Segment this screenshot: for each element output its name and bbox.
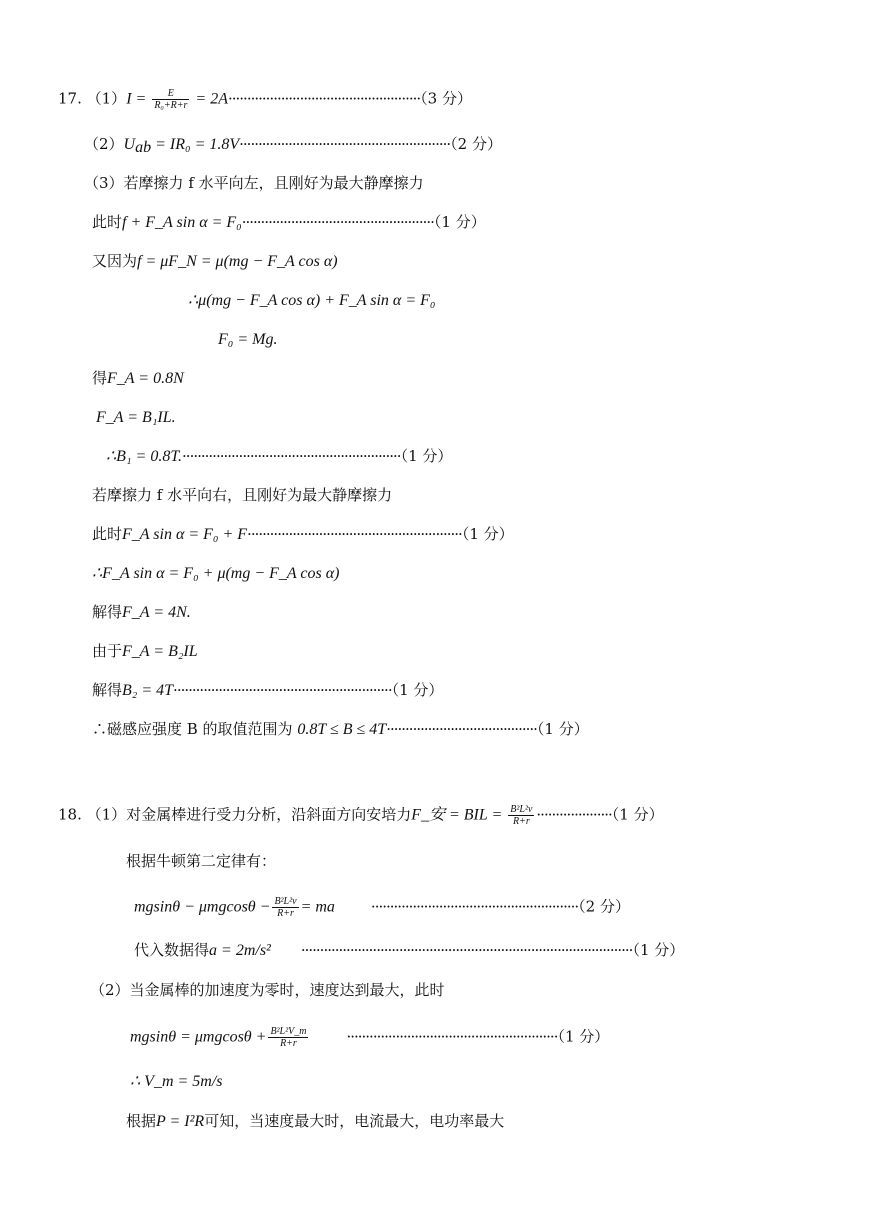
score: （1 分）: [632, 941, 685, 959]
equation: B₂ = 4T: [122, 682, 174, 699]
q17-part3-label: （3）: [84, 174, 124, 192]
equation: ∴μ(mg − F_A cos α) + F_A sin α = F₀: [188, 292, 436, 309]
q18-part1-fraction: $\frac{\text{B²L²v}}{R+r}$: [510, 804, 533, 827]
equation: a = 2m/s²: [209, 942, 271, 959]
equation: ∴B₁ = 0.8T.: [106, 448, 183, 465]
q17-part2-line: $(2)U_{ab} = IR_0 = 1.8V\cdot\cdot\cdot\cdot\cdot\cdot\cdot\cdot\cdot\cdot\cdot\cdot\cdot\cdot\cdot\cdot\cdot\cdot\cdot\cdot\cdot\cdot\cdot\cdot\cdot\cdot\cdot\cdot\cdot\cdot\cdot\cdot\cdot\cdot\cdot\cdot\cdot\cdot\cdot\cdot\cdot\cdot\cdot\cdot\cdot\cdot\cdot\cdot\cdot\cdot\cdot\cdot\cdot\cdot\cdot\cdot(2$ 分）: [84, 135, 502, 156]
leader-dots: ····················: [536, 805, 612, 824]
score: （1 分）: [400, 447, 453, 465]
q18-line7: [130, 1071, 223, 1092]
q17-line15: 由于F_A = B₂IL: [92, 642, 198, 660]
q18-line6: [130, 1026, 609, 1049]
q18-line8: 根据P = I²R可知，当速度最大时，电流最大，电功率最大: [126, 1112, 505, 1130]
score: （1 分）: [611, 805, 664, 824]
q17-line7: [218, 329, 277, 350]
equation: F_A = B₂IL: [122, 643, 198, 660]
q17-line13: [92, 563, 339, 584]
q17-part2-label: （2）: [84, 135, 124, 153]
q18-part1-label: （1）: [86, 805, 127, 824]
score: （1 分）: [461, 525, 514, 543]
equation: ∴F_A sin α = F₀ + μ(mg − F_A cos α): [92, 565, 340, 582]
q17-line4: 此时f + F_A sin α = F₀···················································（1 分）: [92, 213, 486, 231]
q17-line11: 若摩擦力 f 水平向右，且刚好为最大静摩擦力: [92, 486, 393, 504]
equation: mgsinθ = μmgcosθ +: [130, 1028, 267, 1046]
q17-line10: [106, 446, 452, 467]
q18-line2: 根据牛顿第二定律有：: [126, 852, 277, 870]
score: （1 分）: [536, 720, 589, 738]
leader-dots: ························································································: [300, 941, 633, 959]
score: （2 分）: [578, 897, 630, 916]
leader-dots: ···················································: [227, 89, 421, 108]
q18-part1-line: 18. （1）对金属棒进行受力分析，沿斜面方向安培力F_安 = BIL = $\frac{\text{B²L²v}}{R+r}$ ····················（1 分）: [58, 804, 664, 827]
q17-line16: 解得B₂ = 4T··························································（1 分）: [92, 681, 444, 699]
equation: f + F_A sin α = F₀: [122, 214, 242, 231]
q18-number: 18.: [58, 805, 82, 824]
q17-part1-rhs: = 2A: [191, 90, 228, 108]
q18-part2-heading: （2）当金属棒的加速度为零时，速度达到最大，此时: [90, 981, 445, 999]
q17-line9: [96, 407, 176, 428]
leader-dots: ·······················································: [370, 897, 579, 916]
leader-dots: ··························································: [173, 681, 392, 699]
score: （1 分）: [391, 681, 444, 699]
q17-part1-label: （1）: [86, 89, 127, 108]
leader-dots: ························································: [239, 135, 451, 153]
q17-line5: 又因为f = μF_N = μ(mg − F_A cos α): [92, 252, 338, 270]
leader-dots: ···················································: [241, 213, 434, 231]
q18-line6-fraction: $\frac{\text{B²L²V\_m}}{R+r}$: [270, 1026, 307, 1049]
leader-dots: ··························································: [182, 447, 401, 465]
score: （3 分）: [420, 89, 472, 108]
equation: mgsinθ − μmgcosθ −: [134, 898, 271, 916]
q17-line14: 解得F_A = 4N.: [92, 603, 191, 621]
equation: F_A = B₁IL.: [96, 409, 176, 426]
equation: F_A sin α = F₀ + F: [122, 526, 248, 543]
leader-dots: ························································: [346, 1027, 558, 1046]
q17-part2-equation: = IR₀ = 1.8V: [151, 136, 240, 153]
q17-line8: 得F_A = 0.8N: [92, 369, 184, 387]
equation: ∴ V_m = 5m/s: [130, 1073, 223, 1090]
score: （1 分）: [557, 1027, 610, 1046]
q17-line12: 此时F_A sin α = F₀ + F·························································（1 分）: [92, 525, 514, 543]
equation: 0.8T ≤ B ≤ 4T: [297, 721, 387, 738]
score: （1 分）: [433, 213, 486, 231]
q17-part1-line: [58, 88, 472, 111]
q17-line17: ∴磁感应强度 B 的取值范围为 0.8T ≤ B ≤ 4T········································（1 分）: [92, 720, 589, 738]
score: （2 分）: [450, 135, 502, 153]
equation: F_安 = BIL =: [411, 806, 507, 824]
equation: f = μF_N = μ(mg − F_A cos α): [137, 253, 338, 270]
equation: F_A = 4N.: [122, 604, 191, 621]
equation: F₀ = Mg.: [218, 331, 278, 348]
q17-part3-heading: （3）若摩擦力 f 水平向左，且刚好为最大静摩擦力: [84, 174, 424, 192]
leader-dots: ········································: [386, 720, 537, 738]
q18-line4: 代入数据得a = 2m/s² ························································································（1 分）: [134, 941, 685, 959]
q17-number: 17.: [58, 89, 82, 108]
q18-line3: mgsinθ − μmgcosθ − $\frac{\text{B²L²v}}{R+r}$ = ma ·······················································（2 分）: [134, 896, 630, 919]
leader-dots: ·························································: [247, 525, 462, 543]
q17-line6: [188, 290, 435, 311]
q17-part1-lhs: I =: [126, 90, 151, 108]
equation: P = I²R: [156, 1113, 205, 1130]
equation: F_A = 0.8N: [107, 370, 184, 387]
q18-line3-fraction: $\frac{\text{B²L²v}}{R+r}$: [274, 896, 297, 919]
q18-part2-label: （2）: [90, 981, 130, 999]
q17-part1-fraction: $\frac{E}{\text{R₀+R+r}}$: [154, 88, 188, 111]
